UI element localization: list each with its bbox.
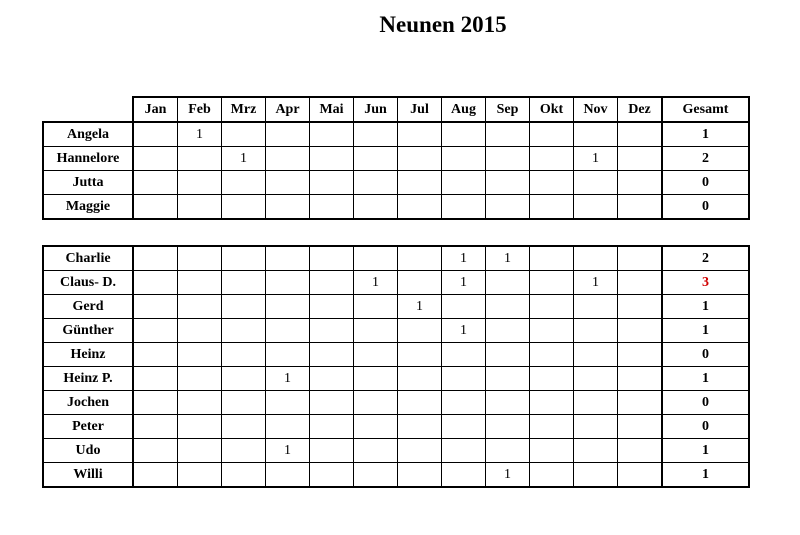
month-cell: [530, 367, 574, 391]
month-cell: [178, 271, 222, 295]
month-header-jul: Jul: [398, 97, 442, 122]
month-cell: [574, 463, 618, 488]
month-cell: [133, 319, 178, 343]
page-title: Neunen 2015: [379, 12, 507, 37]
player-name: Gerd: [43, 295, 133, 319]
month-cell: [530, 295, 574, 319]
month-cell: [310, 271, 354, 295]
month-cell: [222, 343, 266, 367]
month-cell: [574, 343, 618, 367]
month-cell: [310, 343, 354, 367]
table-row: [43, 463, 749, 488]
table-row: [43, 122, 749, 147]
player-name: Günther: [43, 319, 133, 343]
month-cell: [398, 439, 442, 463]
table-row: [43, 319, 749, 343]
month-cell: [486, 171, 530, 195]
month-cell: [133, 391, 178, 415]
total-cell: 1: [662, 439, 749, 463]
month-cell: [178, 391, 222, 415]
table-row: [43, 415, 749, 439]
month-cell: [222, 367, 266, 391]
table-row: [43, 295, 749, 319]
month-cell: [442, 171, 486, 195]
month-cell: [178, 246, 222, 271]
total-cell: 0: [662, 195, 749, 220]
month-cell: [354, 391, 398, 415]
month-cell: [266, 343, 310, 367]
month-cell: [178, 171, 222, 195]
month-cell: [310, 415, 354, 439]
table-row: [43, 391, 749, 415]
month-cell: [398, 319, 442, 343]
month-cell: [178, 295, 222, 319]
total-cell: 0: [662, 391, 749, 415]
total-header: Gesamt: [662, 97, 749, 122]
total-cell: 1: [662, 319, 749, 343]
month-cell: [310, 147, 354, 171]
month-cell: [178, 343, 222, 367]
month-cell: [178, 319, 222, 343]
month-cell: [486, 415, 530, 439]
month-cell: [133, 439, 178, 463]
month-header-jan: Jan: [133, 97, 178, 122]
month-cell: [398, 343, 442, 367]
month-header-apr: Apr: [266, 97, 310, 122]
month-header-aug: Aug: [442, 97, 486, 122]
header-row: [43, 97, 749, 122]
month-cell: [530, 319, 574, 343]
month-cell: [486, 391, 530, 415]
score-table-group-2: [42, 245, 750, 488]
month-cell: [530, 271, 574, 295]
month-cell: [133, 147, 178, 171]
month-cell: [486, 195, 530, 220]
month-cell: [398, 271, 442, 295]
month-cell: [310, 246, 354, 271]
month-cell: [178, 415, 222, 439]
month-cell: [442, 295, 486, 319]
player-name: Willi: [43, 463, 133, 488]
month-cell: [618, 122, 663, 147]
month-cell: [442, 147, 486, 171]
month-cell: [310, 171, 354, 195]
month-cell: [486, 367, 530, 391]
month-cell: 1: [486, 463, 530, 488]
player-name: Claus- D.: [43, 271, 133, 295]
month-cell: [618, 195, 663, 220]
month-cell: 1: [266, 367, 310, 391]
month-cell: [310, 195, 354, 220]
month-cell: [530, 343, 574, 367]
month-cell: [530, 463, 574, 488]
month-cell: [178, 439, 222, 463]
month-cell: [266, 246, 310, 271]
month-cell: [178, 367, 222, 391]
month-cell: [266, 147, 310, 171]
month-cell: [310, 367, 354, 391]
month-cell: [310, 391, 354, 415]
month-cell: [354, 246, 398, 271]
month-cell: 1: [442, 319, 486, 343]
month-cell: [266, 195, 310, 220]
month-cell: [310, 295, 354, 319]
month-cell: [618, 415, 663, 439]
total-cell: 2: [662, 147, 749, 171]
month-cell: [618, 343, 663, 367]
month-cell: [618, 367, 663, 391]
month-cell: [618, 246, 663, 271]
month-cell: [310, 439, 354, 463]
month-cell: 1: [442, 246, 486, 271]
month-cell: [222, 122, 266, 147]
month-cell: 1: [486, 246, 530, 271]
month-cell: [442, 415, 486, 439]
month-cell: [133, 463, 178, 488]
table-row: [43, 246, 749, 271]
month-cell: [398, 122, 442, 147]
month-cell: [133, 343, 178, 367]
month-cell: [486, 271, 530, 295]
total-cell: 0: [662, 171, 749, 195]
month-header-dez: Dez: [618, 97, 663, 122]
month-cell: [222, 463, 266, 488]
table-row: [43, 171, 749, 195]
month-cell: [486, 122, 530, 147]
month-cell: [442, 391, 486, 415]
total-cell: 1: [662, 122, 749, 147]
month-cell: 1: [574, 271, 618, 295]
month-cell: [618, 295, 663, 319]
table-row: [43, 439, 749, 463]
month-cell: [222, 295, 266, 319]
month-cell: [178, 195, 222, 220]
month-cell: [310, 122, 354, 147]
table-row: [43, 367, 749, 391]
month-cell: [574, 439, 618, 463]
month-cell: [354, 147, 398, 171]
month-cell: [133, 195, 178, 220]
month-cell: [266, 391, 310, 415]
total-cell: 1: [662, 295, 749, 319]
month-header-nov: Nov: [574, 97, 618, 122]
month-cell: 1: [398, 295, 442, 319]
total-cell: 3: [662, 271, 749, 295]
month-cell: [354, 195, 398, 220]
header-blank-cell: [43, 97, 133, 122]
month-cell: [133, 271, 178, 295]
month-cell: [618, 147, 663, 171]
player-name: Heinz: [43, 343, 133, 367]
total-cell: 1: [662, 463, 749, 488]
month-cell: [530, 391, 574, 415]
month-cell: [486, 295, 530, 319]
month-cell: [442, 367, 486, 391]
month-cell: [574, 195, 618, 220]
month-cell: [618, 319, 663, 343]
player-name: Jochen: [43, 391, 133, 415]
player-name: Heinz P.: [43, 367, 133, 391]
month-cell: [133, 171, 178, 195]
month-cell: [574, 367, 618, 391]
month-cell: [354, 367, 398, 391]
month-cell: 1: [178, 122, 222, 147]
month-cell: [530, 122, 574, 147]
month-cell: [354, 343, 398, 367]
month-cell: [266, 463, 310, 488]
month-cell: [574, 171, 618, 195]
month-cell: [266, 171, 310, 195]
month-cell: [398, 147, 442, 171]
month-cell: [354, 319, 398, 343]
month-header-mai: Mai: [310, 97, 354, 122]
table-row: [43, 147, 749, 171]
month-cell: [574, 122, 618, 147]
month-cell: [574, 319, 618, 343]
month-cell: [398, 391, 442, 415]
month-cell: [398, 463, 442, 488]
player-name: Charlie: [43, 246, 133, 271]
month-cell: [133, 122, 178, 147]
month-cell: [530, 439, 574, 463]
month-cell: [398, 195, 442, 220]
month-cell: [178, 147, 222, 171]
month-cell: [354, 171, 398, 195]
month-cell: [133, 295, 178, 319]
player-name: Angela: [43, 122, 133, 147]
month-cell: [442, 463, 486, 488]
month-cell: [442, 122, 486, 147]
month-cell: [354, 295, 398, 319]
player-name: Udo: [43, 439, 133, 463]
total-cell: 0: [662, 343, 749, 367]
month-cell: [398, 415, 442, 439]
month-cell: [442, 195, 486, 220]
month-cell: [486, 147, 530, 171]
month-cell: [398, 367, 442, 391]
table-row: [43, 343, 749, 367]
month-cell: [574, 295, 618, 319]
month-cell: [398, 171, 442, 195]
player-name: Jutta: [43, 171, 133, 195]
month-cell: [266, 415, 310, 439]
total-cell: 1: [662, 367, 749, 391]
month-cell: [530, 171, 574, 195]
month-cell: [354, 122, 398, 147]
month-cell: [354, 439, 398, 463]
month-cell: [222, 319, 266, 343]
month-header-sep: Sep: [486, 97, 530, 122]
month-cell: 1: [222, 147, 266, 171]
month-cell: 1: [354, 271, 398, 295]
total-cell: 2: [662, 246, 749, 271]
player-name: Hannelore: [43, 147, 133, 171]
month-cell: [530, 147, 574, 171]
table-row: [43, 271, 749, 295]
month-cell: [266, 319, 310, 343]
month-cell: [222, 171, 266, 195]
month-cell: [618, 171, 663, 195]
month-header-okt: Okt: [530, 97, 574, 122]
table-row: [43, 195, 749, 220]
month-cell: [222, 271, 266, 295]
month-cell: [574, 246, 618, 271]
score-table-group-1: [42, 96, 750, 220]
month-cell: [618, 463, 663, 488]
month-cell: [486, 343, 530, 367]
month-cell: [530, 415, 574, 439]
month-cell: [574, 415, 618, 439]
month-cell: [310, 319, 354, 343]
month-header-mrz: Mrz: [222, 97, 266, 122]
month-cell: [222, 415, 266, 439]
month-cell: [133, 415, 178, 439]
month-cell: 1: [442, 271, 486, 295]
month-cell: 1: [266, 439, 310, 463]
month-cell: [486, 439, 530, 463]
month-cell: [266, 122, 310, 147]
month-header-jun: Jun: [354, 97, 398, 122]
month-cell: [618, 271, 663, 295]
month-cell: [618, 439, 663, 463]
player-name: Maggie: [43, 195, 133, 220]
month-cell: [266, 271, 310, 295]
month-cell: [530, 195, 574, 220]
month-cell: [530, 246, 574, 271]
month-cell: [354, 415, 398, 439]
month-cell: 1: [574, 147, 618, 171]
month-cell: [133, 367, 178, 391]
month-cell: [442, 439, 486, 463]
month-cell: [178, 463, 222, 488]
month-cell: [222, 246, 266, 271]
month-cell: [222, 439, 266, 463]
total-cell: 0: [662, 415, 749, 439]
player-name: Peter: [43, 415, 133, 439]
month-cell: [618, 391, 663, 415]
month-cell: [310, 463, 354, 488]
month-cell: [442, 343, 486, 367]
month-cell: [266, 295, 310, 319]
month-cell: [354, 463, 398, 488]
month-cell: [486, 319, 530, 343]
month-cell: [222, 391, 266, 415]
month-header-feb: Feb: [178, 97, 222, 122]
month-cell: [133, 246, 178, 271]
month-cell: [574, 391, 618, 415]
month-cell: [398, 246, 442, 271]
month-cell: [222, 195, 266, 220]
